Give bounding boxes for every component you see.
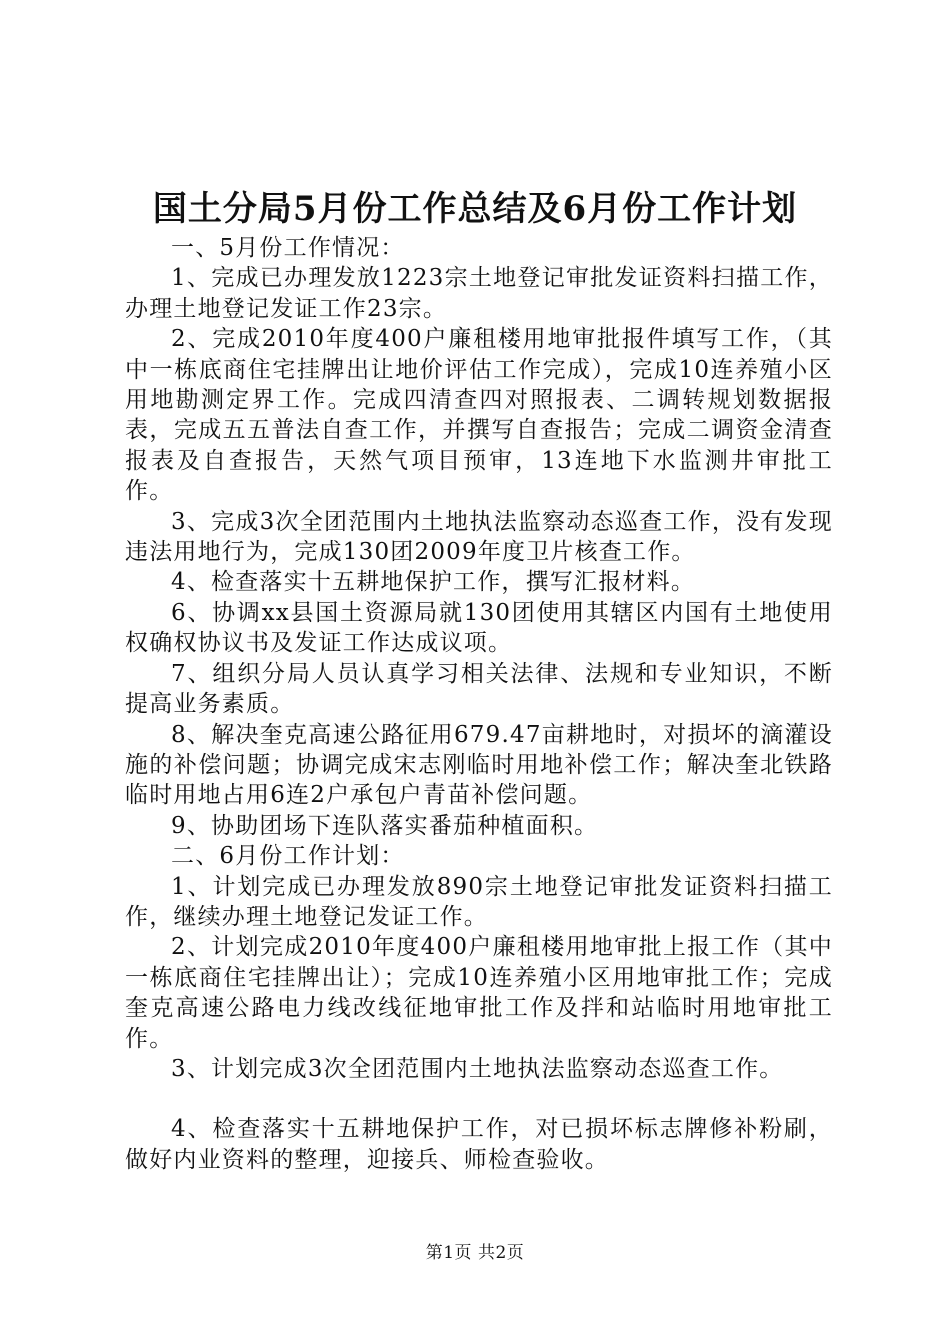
paragraph-item: 1、完成已办理发放1223宗土地登记审批发证资料扫描工作，办理土地登记发证工作23宗。 [125, 265, 833, 322]
document-body [125, 233, 833, 1175]
page-number-footer: 第1页 共2页 [425, 1243, 525, 1263]
document-title: 国土分局5月份工作总结及6月份工作计划 [152, 189, 798, 229]
paragraph-item: 2、计划完成2010年度400户廉租楼用地审批上报工作（其中一栋底商住宅挂牌出让）；完成10连养殖小区用地审批工作；完成奎克高速公路电力线改线征地审批工作及拌和站临时用地审批工作。 [125, 934, 833, 1052]
paragraph-item: 2、完成2010年度400户廉租楼用地审批报件填写工作，（其中一栋底商住宅挂牌出让地价评估工作完成），完成10连养殖小区用地勘测定界工作。完成四清查四对照报表、二调转规划数据报表，完成五五普法自查工作，并撰写自查报告；完成二调资金清查报表及自查报告，天然气项目预审，13连地下水监测井审批工作。 [125, 326, 833, 505]
paragraph-item: 3、计划完成3次全团范围内土地执法监察动态巡查工作。 [171, 1055, 784, 1082]
paragraph-item: 1、计划完成已办理发放890宗土地登记审批发证资料扫描工作，继续办理土地登记发证工作。 [125, 873, 833, 930]
paragraph-item: 3、完成3次全团范围内土地执法监察动态巡查工作，没有发现违法用地行为，完成130团2009年度卫片核查工作。 [125, 508, 833, 566]
paragraph-item: 4、检查落实十五耕地保护工作，撰写汇报材料。 [171, 569, 696, 596]
paragraph-item: 7、组织分局人员认真学习相关法律、法规和专业知识，不断提高业务素质。 [125, 660, 833, 718]
paragraph-section-2-heading: 二、6月份工作计划： [171, 843, 405, 870]
paragraph-section-1-heading: 一、5月份工作情况： [171, 235, 405, 261]
paragraph-item: 6、协调xx县国土资源局就130团使用其辖区内国有土地使用权确权协议书及发证工作达成议项。 [125, 599, 833, 657]
paragraph-item: 8、解决奎克高速公路征用679.47亩耕地时，对损坏的滴灌设施的补偿问题；协调完成宋志刚临时用地补偿工作；解决奎北铁路临时用地占用6连2户承包户青苗补偿问题。 [125, 721, 833, 809]
paragraph-item: 4、检查落实十五耕地保护工作，对已损坏标志牌修补粉刷，做好内业资料的整理，迎接兵、师检查验收。 [125, 1116, 833, 1173]
paragraph-item: 9、协助团场下连队落实番茄种植面积。 [171, 812, 599, 839]
